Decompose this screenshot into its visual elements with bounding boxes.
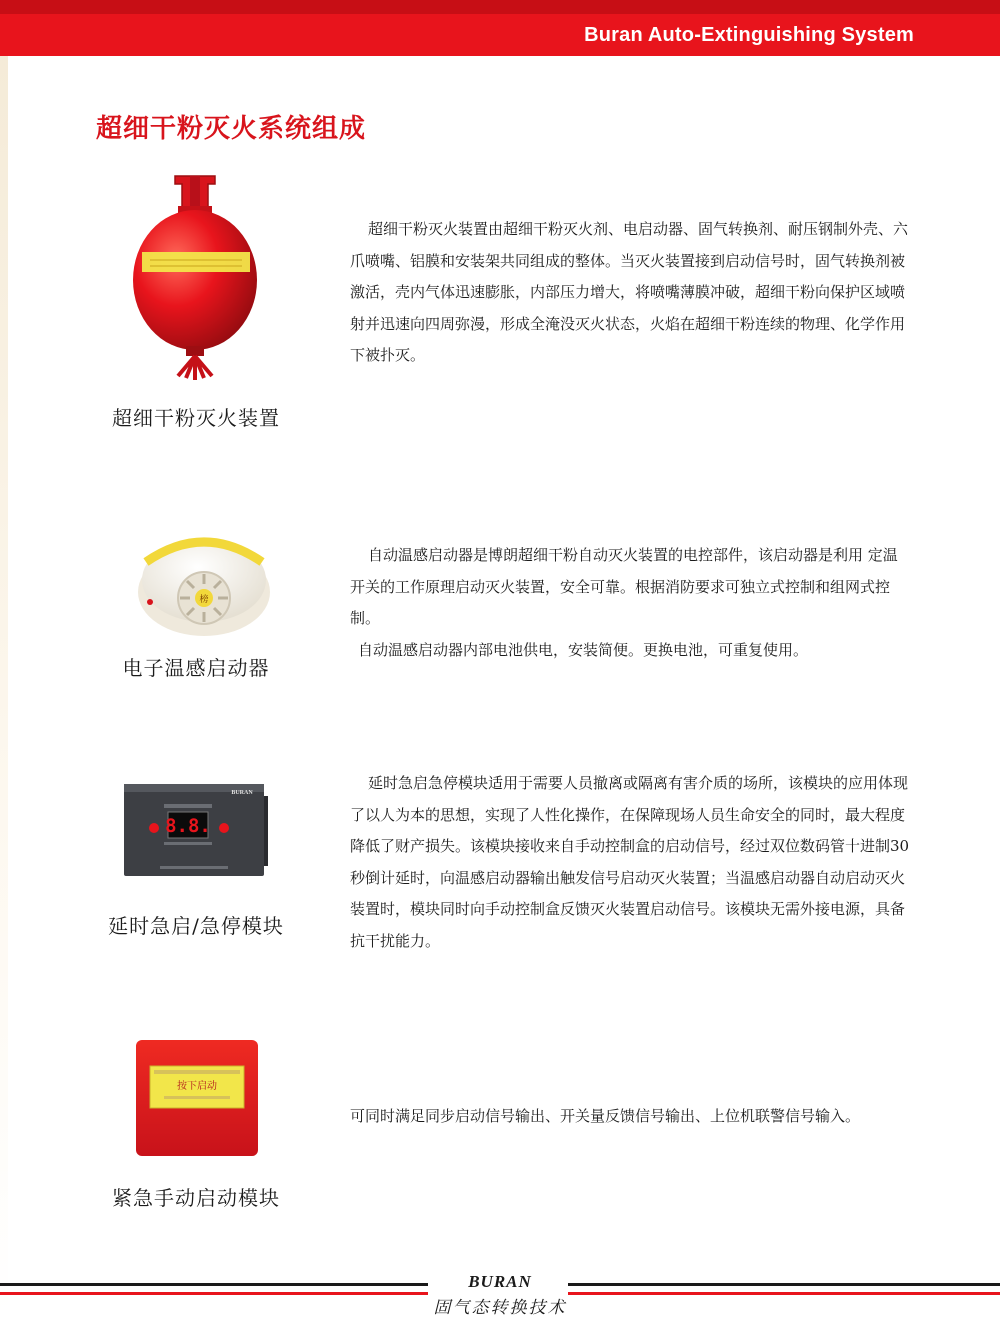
description-paragraph: 超细干粉灭火装置由超细干粉灭火剂、电启动器、固气转换剂、耐压钢制外壳、六爪喷嘴、铝膜和安装架共同组成的整体。当灭火装置接到启动信号时，固气转换剂被激活，壳内气体迅速膨胀，内部压力增大，将喷嘴薄膜冲破，超细干粉向保护区域喷射并迅速向四周弥漫，形成全淹没灭火状态，火焰在超细干粉连续的物理、化学作用下被扑灭。 — [350, 220, 909, 364]
description-paragraph: 可同时满足同步启动信号输出、开关量反馈信号输出、上位机联警信号输入。 — [350, 1107, 861, 1125]
footer-slogan: 固气态转换技术 — [433, 1298, 567, 1318]
manual-start-box-image — [134, 1038, 260, 1160]
description-delay-module — [350, 768, 910, 957]
product-name-heat-detector: 电子温感启动器 — [122, 656, 270, 680]
product-name-manual-box: 紧急手动启动模块 — [112, 1186, 280, 1210]
heat-detector-image — [136, 522, 272, 638]
detector-mark-text: 榜 — [199, 595, 209, 605]
header-band — [0, 0, 1000, 56]
header-stripe — [0, 0, 1000, 14]
left-accent-strip — [0, 0, 8, 1316]
description-extinguisher — [350, 214, 910, 372]
product-name-delay-module: 延时急启/急停模块 — [108, 914, 284, 938]
extinguisher-image — [120, 170, 270, 380]
delay-module-image — [124, 782, 268, 878]
module-display-digits: 8.8. — [165, 815, 211, 837]
manual-box-label-text: 按下启动 — [177, 1081, 217, 1092]
footer-brand: BURAN — [468, 1272, 532, 1291]
product-name-extinguisher: 超细干粉灭火装置 — [112, 406, 280, 430]
description-manual-box — [350, 1101, 910, 1133]
description-heat-detector — [350, 540, 910, 666]
description-paragraph: 自动温感启动器内部电池供电，安装简便。更换电池，可重复使用。 — [358, 640, 809, 659]
description-paragraph: 自动温感启动器是博朗超细干粉自动灭火装置的电控部件，该启动器是利用 定温开关的工作原理启动灭火装置，安全可靠。根据消防要求可独立式控制和组网式控制。 — [350, 546, 898, 627]
page-title: 超细干粉灭火系统组成 — [96, 114, 367, 144]
header-title: Buran Auto-Extinguishing System — [584, 24, 914, 46]
description-paragraph: 延时急启急停模块适用于需要人员撤离或隔离有害介质的场所，该模块的应用体现了以人为本的思想，实现了人性化操作，在保障现场人员生命安全的同时，最大程度降低了财产损失。该模块接收来自手动控制盒的启动信号，经过双位数码管十进制30秒倒计延时，向温感启动器输出触发信号启动灭火装置；当温感启动器自动启动灭火装置时，模块同时向手动控制盒反馈灭火装置启动信号。该模块无需外接电源，具备抗干扰能力。 — [350, 774, 910, 950]
module-brand-text: BURAN — [231, 790, 253, 796]
